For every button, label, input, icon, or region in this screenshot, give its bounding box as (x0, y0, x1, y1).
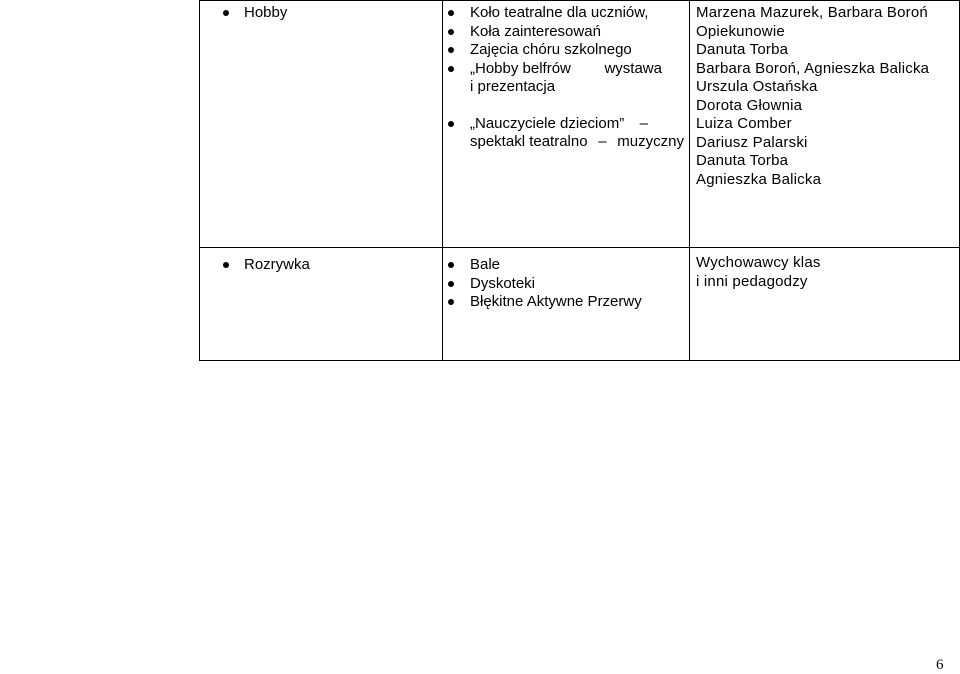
person-line: Danuta Torba (696, 41, 789, 58)
people-cell (690, 248, 960, 361)
person-line: Luiza Comber (696, 115, 792, 132)
bullet-icon (448, 299, 454, 305)
list-item: Koło teatralne dla uczniów, (470, 4, 675, 23)
bullet-icon (448, 10, 454, 16)
activities-table (199, 0, 960, 361)
page-number: 6 (936, 657, 944, 673)
table-row (200, 1, 960, 248)
person-line: Barbara Boroń, Agnieszka Balicka (696, 59, 930, 77)
person-line: Urszula Ostańska (696, 78, 818, 95)
activities-cell (443, 1, 690, 248)
people-cell (690, 1, 960, 248)
person-line: Marzena Mazurek, Barbara Boroń (696, 4, 928, 21)
list-item: „Nauczyciele dzieciom” – spektakl teatralno – muzyczny (470, 115, 675, 152)
person-line: Opiekunowie (696, 22, 785, 40)
list-item: Dyskoteki (470, 275, 689, 294)
bullet-icon (448, 66, 454, 72)
list-item: Bale (470, 256, 689, 275)
person-line: Dorota Głownia (696, 96, 803, 114)
bullet-icon (448, 281, 454, 287)
list-item: Koła zainteresowań (470, 23, 675, 42)
table-row (200, 248, 960, 361)
bullet-icon (223, 10, 229, 16)
list-item: Błękitne Aktywne Przerwy (470, 293, 689, 312)
category-cell (200, 248, 443, 361)
bullet-icon (448, 29, 454, 35)
category-label: Rozrywka (244, 256, 310, 273)
activities-cell (443, 248, 690, 361)
list-item: Zajęcia chóru szkolnego (470, 41, 675, 60)
person-line: Dariusz Palarski (696, 133, 808, 151)
list-item: „Hobby belfrów wystawa i prezentacja (470, 60, 675, 97)
person-line: Danuta Torba (696, 152, 789, 169)
person-line: i inni pedagodzy (696, 272, 808, 290)
category-label: Hobby (244, 4, 288, 21)
person-line: Wychowawcy klas (696, 254, 821, 271)
bullet-icon (448, 47, 454, 53)
bullet-icon (448, 121, 454, 127)
person-line: Agnieszka Balicka (696, 170, 822, 188)
bullet-icon (223, 262, 229, 268)
bullet-icon (448, 262, 454, 268)
category-cell (200, 1, 443, 248)
